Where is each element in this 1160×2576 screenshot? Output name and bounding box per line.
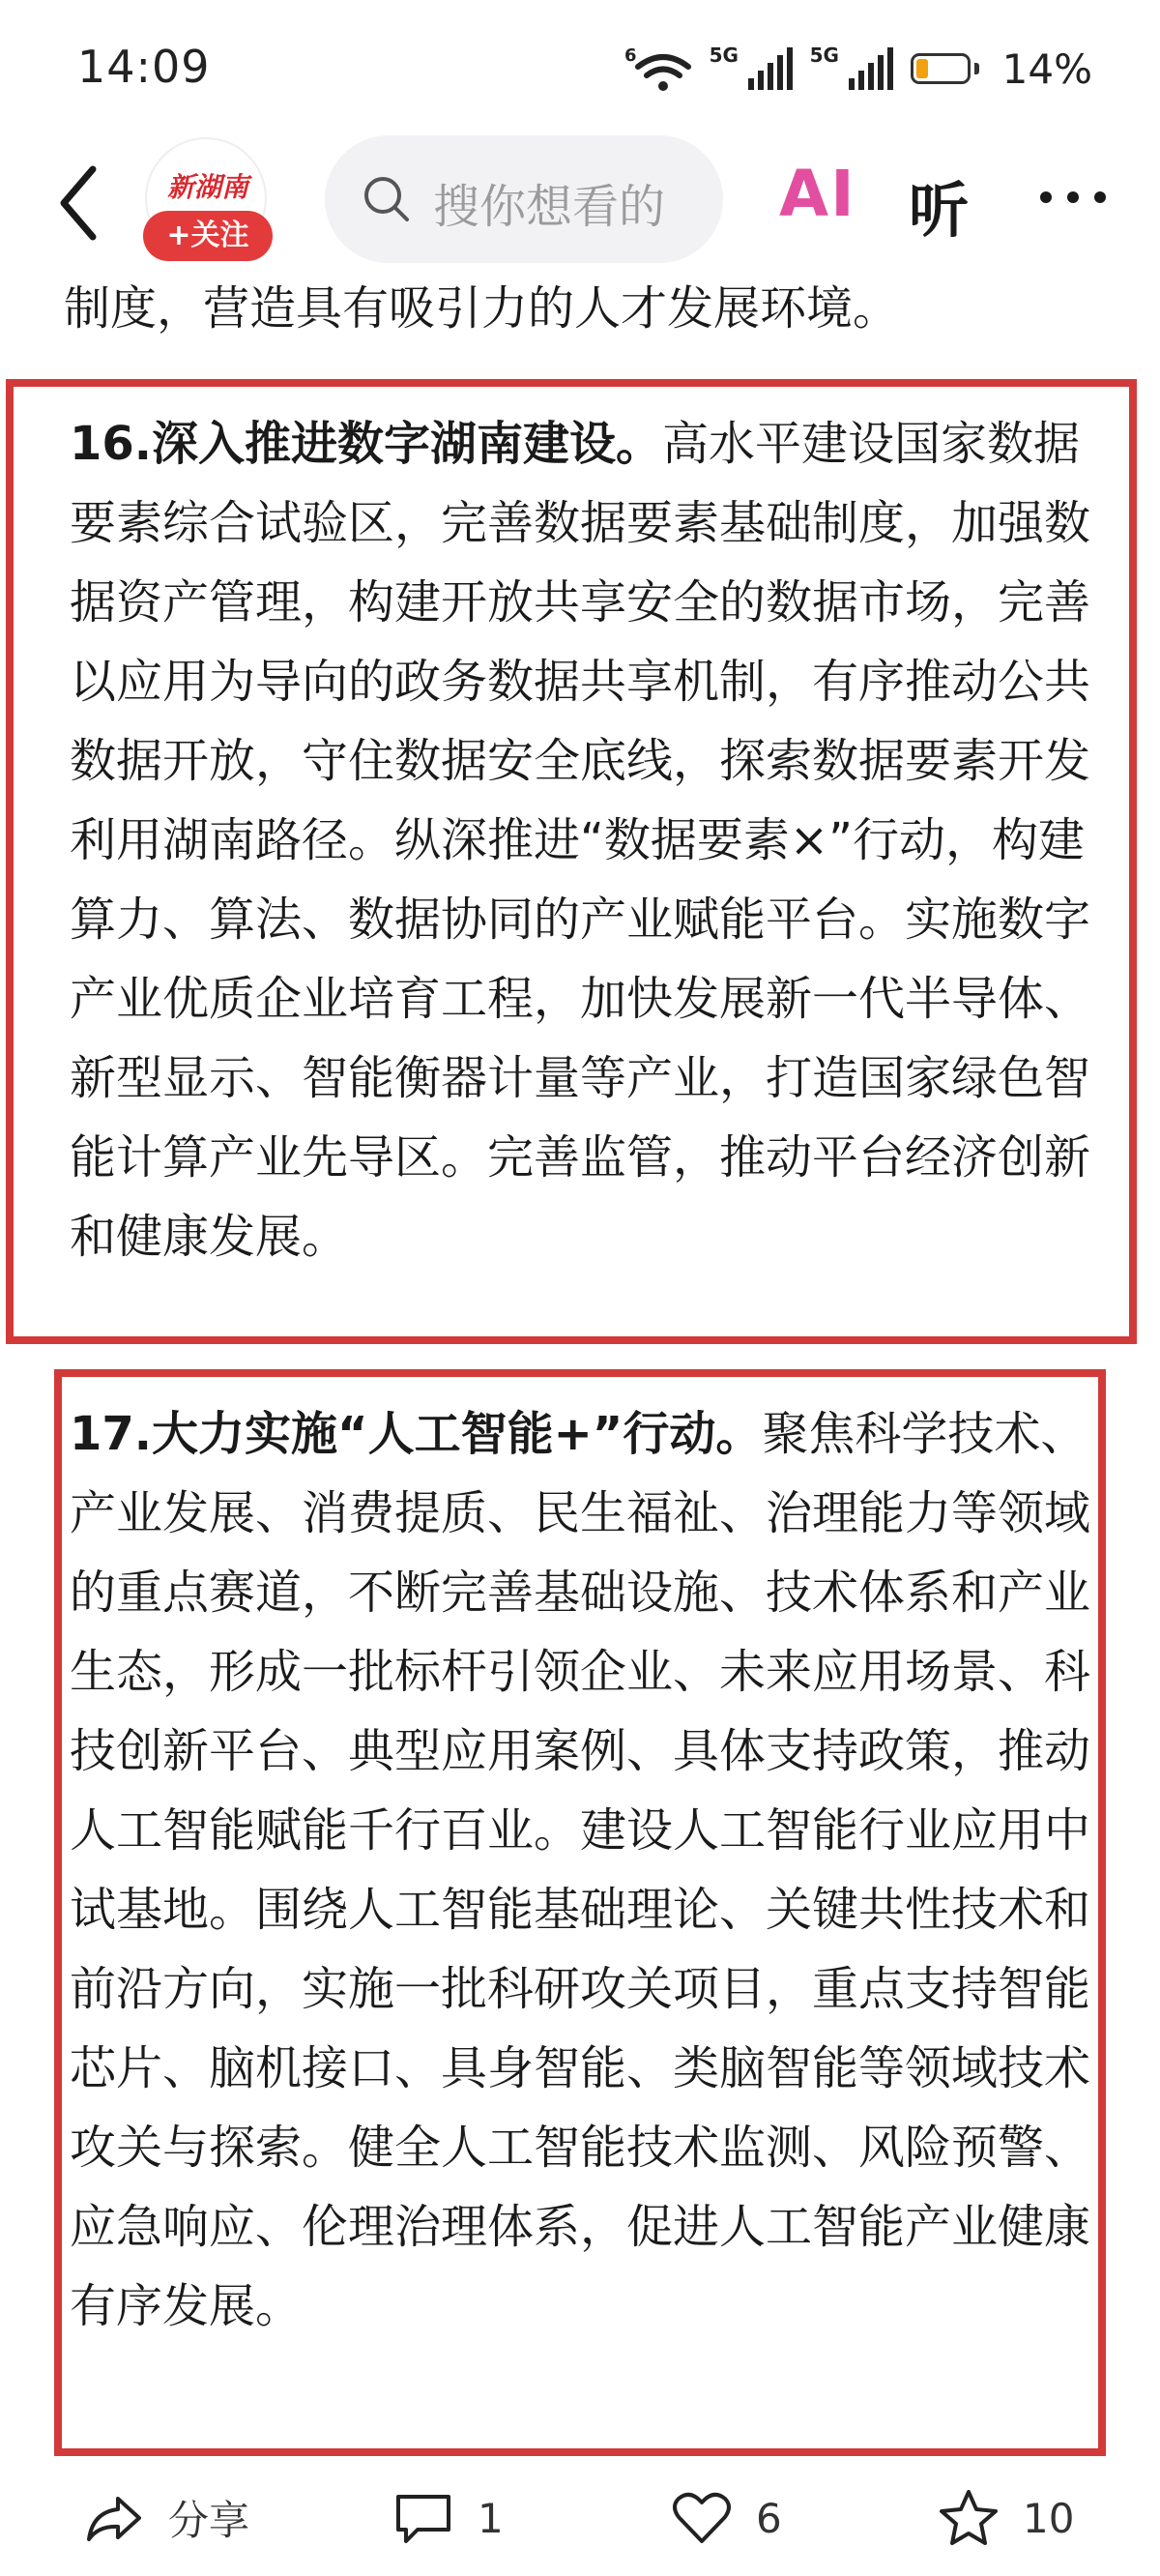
section-17-title: 17.大力实施“人工智能+”行动。	[70, 1407, 763, 1461]
more-options-icon[interactable]	[1034, 168, 1112, 226]
source-logo-text: 新湖南	[166, 171, 248, 203]
like-button[interactable]	[671, 2487, 782, 2549]
share-icon	[83, 2487, 145, 2549]
section-16-body: 高水平建设国家数据要素综合试验区，完善数据要素基础制度，加强数据资产管理，构建开放共享安全的数据市场，完善以应用为导向的政务数据共享机制，有序推动公共数据开放，守住数据安全底线，探索数据要素开发利用湖南路径。纵深推进“数据要素×”行动，构建算力、算法、数据协同的产业赋能平台。实施数字产业优质企业培育工程，加快发展新一代半导体、新型显示、智能衡器计量等产业，打造国家绿色智能计算产业先导区。完善监管，推动平台经济创新和健康发展。	[70, 417, 1091, 1264]
share-label: 分享	[168, 2497, 250, 2544]
section-17-paragraph	[70, 1394, 1108, 2346]
top-nav	[0, 135, 1160, 280]
bottom-action-bar	[0, 2466, 1160, 2576]
favorite-count: 10	[1023, 2494, 1075, 2542]
comment-button[interactable]	[392, 2487, 504, 2549]
comment-count: 1	[478, 2494, 504, 2542]
highlight-box-section-16	[6, 379, 1137, 1344]
highlight-box-section-17	[54, 1369, 1106, 2456]
back-arrow-icon[interactable]	[50, 160, 108, 247]
heart-icon	[671, 2487, 733, 2549]
ai-button[interactable]: AI	[779, 157, 856, 231]
battery-percent: 14%	[1001, 44, 1092, 93]
status-bar	[0, 0, 1160, 135]
section-16-paragraph	[70, 404, 1114, 1276]
share-button[interactable]	[83, 2487, 249, 2549]
signal-5g-icon-2: 5G	[810, 44, 893, 94]
wifi-icon	[623, 44, 692, 94]
battery-icon	[911, 53, 979, 84]
search-placeholder: 搜你想看的	[433, 180, 666, 234]
follow-button[interactable]: +关注	[143, 211, 273, 261]
svg-text:6: 6	[624, 45, 637, 66]
section-16-title: 16.深入推进数字湖南建设。	[70, 417, 663, 471]
status-icons	[623, 41, 1092, 97]
section-17-body: 聚焦科学技术、产业发展、消费提质、民生福祉、治理能力等领域的重点赛道，不断完善基础设施、技术体系和产业生态，形成一批标杆引领企业、未来应用场景、科技创新平台、典型应用案例、具体支持政策，推动人工智能赋能千行百业。建设人工智能行业应用中试基地。围绕人工智能基础理论、关键共性技术和前沿方向，实施一批科研攻关项目，重点支持智能芯片、脑机接口、具身智能、类脑智能等领域技术攻关与探索。健全人工智能技术监测、风险预警、应急响应、伦理治理体系，促进人工智能产业健康有序发展。	[70, 1407, 1091, 2333]
comment-icon	[392, 2487, 454, 2549]
listen-button[interactable]: 听	[909, 175, 970, 246]
search-icon	[362, 174, 412, 224]
search-input[interactable]	[325, 135, 723, 263]
signal-5g-icon-1: 5G	[710, 44, 793, 94]
status-time: 14:09	[77, 41, 211, 93]
lead-paragraph-line: 制度，营造具有吸引力的人才发展环境。	[64, 281, 900, 336]
favorite-button[interactable]	[938, 2487, 1074, 2549]
like-count: 6	[756, 2494, 782, 2542]
star-icon	[938, 2487, 1000, 2549]
